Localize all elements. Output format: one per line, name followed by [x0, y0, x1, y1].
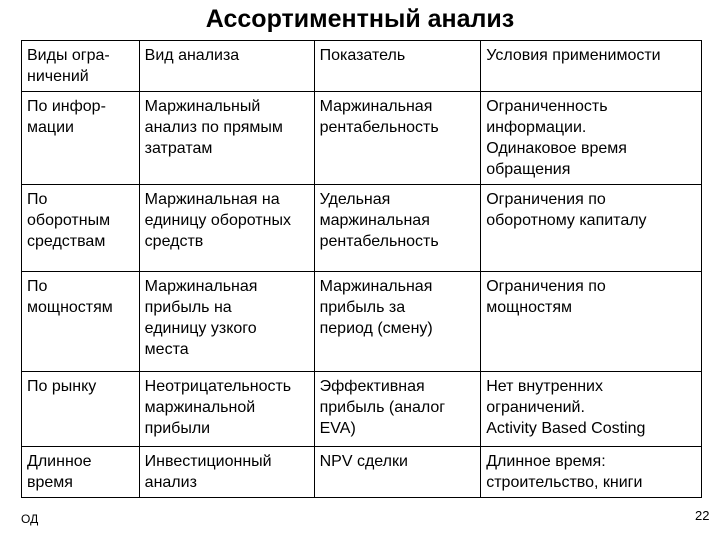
table-row [22, 92, 702, 185]
table-row [22, 272, 702, 372]
cell-text: NPV сделки [319, 453, 408, 470]
table-cell [314, 447, 481, 498]
cell-text: Ограничения по оборотному капиталу [486, 191, 647, 229]
table-cell [481, 185, 702, 272]
table-cell [139, 272, 314, 372]
table-cell [481, 92, 702, 185]
header-label: Показатель [319, 47, 406, 64]
cell-text: Маржинальная прибыль за период (смену) [319, 278, 433, 337]
cell-text: Инвестиционный анализ [144, 453, 272, 491]
header-label: Виды огра- ничений [27, 47, 110, 85]
cell-text: По оборотным средствам [27, 191, 111, 250]
cell-text: Маржинальная рентабельность [319, 98, 439, 136]
table-cell [139, 372, 314, 447]
table-cell [314, 92, 481, 185]
table-cell [139, 447, 314, 498]
cell-text: Длинное время [27, 453, 92, 491]
table-cell [22, 92, 140, 185]
header-cell-conditions [481, 41, 702, 92]
cell-text: По мощностям [27, 278, 113, 316]
cell-text: Длинное время: строительство, книги [486, 453, 643, 491]
cell-text: Ограничения по мощностям [486, 278, 606, 316]
table-cell [314, 372, 481, 447]
table-cell [22, 272, 140, 372]
header-label: Вид анализа [144, 47, 240, 64]
cell-text: Маржинальный анализ по прямым затратам [144, 98, 283, 157]
table-cell [22, 447, 140, 498]
table-row [22, 447, 702, 498]
header-cell-indicator [314, 41, 481, 92]
table-cell [314, 272, 481, 372]
cell-text: По инфор- мации [27, 98, 106, 136]
cell-text: Удельная маржинальная рентабельность [319, 191, 439, 250]
table-header-row [22, 41, 702, 92]
page-number: 22 [695, 508, 710, 523]
footer-label: ОД [21, 512, 39, 526]
assortment-table [21, 40, 702, 498]
table-cell [481, 372, 702, 447]
cell-text: Нет внутренних ограничений. Activity Based Costing [486, 378, 646, 437]
table-cell [481, 272, 702, 372]
table-cell [481, 447, 702, 498]
table-cell [22, 372, 140, 447]
header-cell-constraint-type [22, 41, 140, 92]
cell-text: Маржинальная прибыль на единицу узкого места [144, 278, 258, 358]
header-label: Условия применимости [486, 47, 661, 64]
cell-text: По рынку [27, 378, 97, 395]
table-cell [22, 185, 140, 272]
header-cell-analysis-type [139, 41, 314, 92]
cell-text: Неотрицательность маржинальной прибыли [144, 378, 292, 437]
cell-text: Ограниченность информации. Одинаковое время обращения [486, 98, 627, 178]
table-row [22, 372, 702, 447]
cell-text: Эффективная прибыль (аналог EVA) [319, 378, 446, 437]
table-cell [139, 185, 314, 272]
slide-title: Ассортиментный анализ [205, 5, 515, 33]
table-cell [139, 92, 314, 185]
cell-text: Маржинальная на единицу оборотных средств [144, 191, 291, 250]
table-row [22, 185, 702, 272]
table-cell [314, 185, 481, 272]
